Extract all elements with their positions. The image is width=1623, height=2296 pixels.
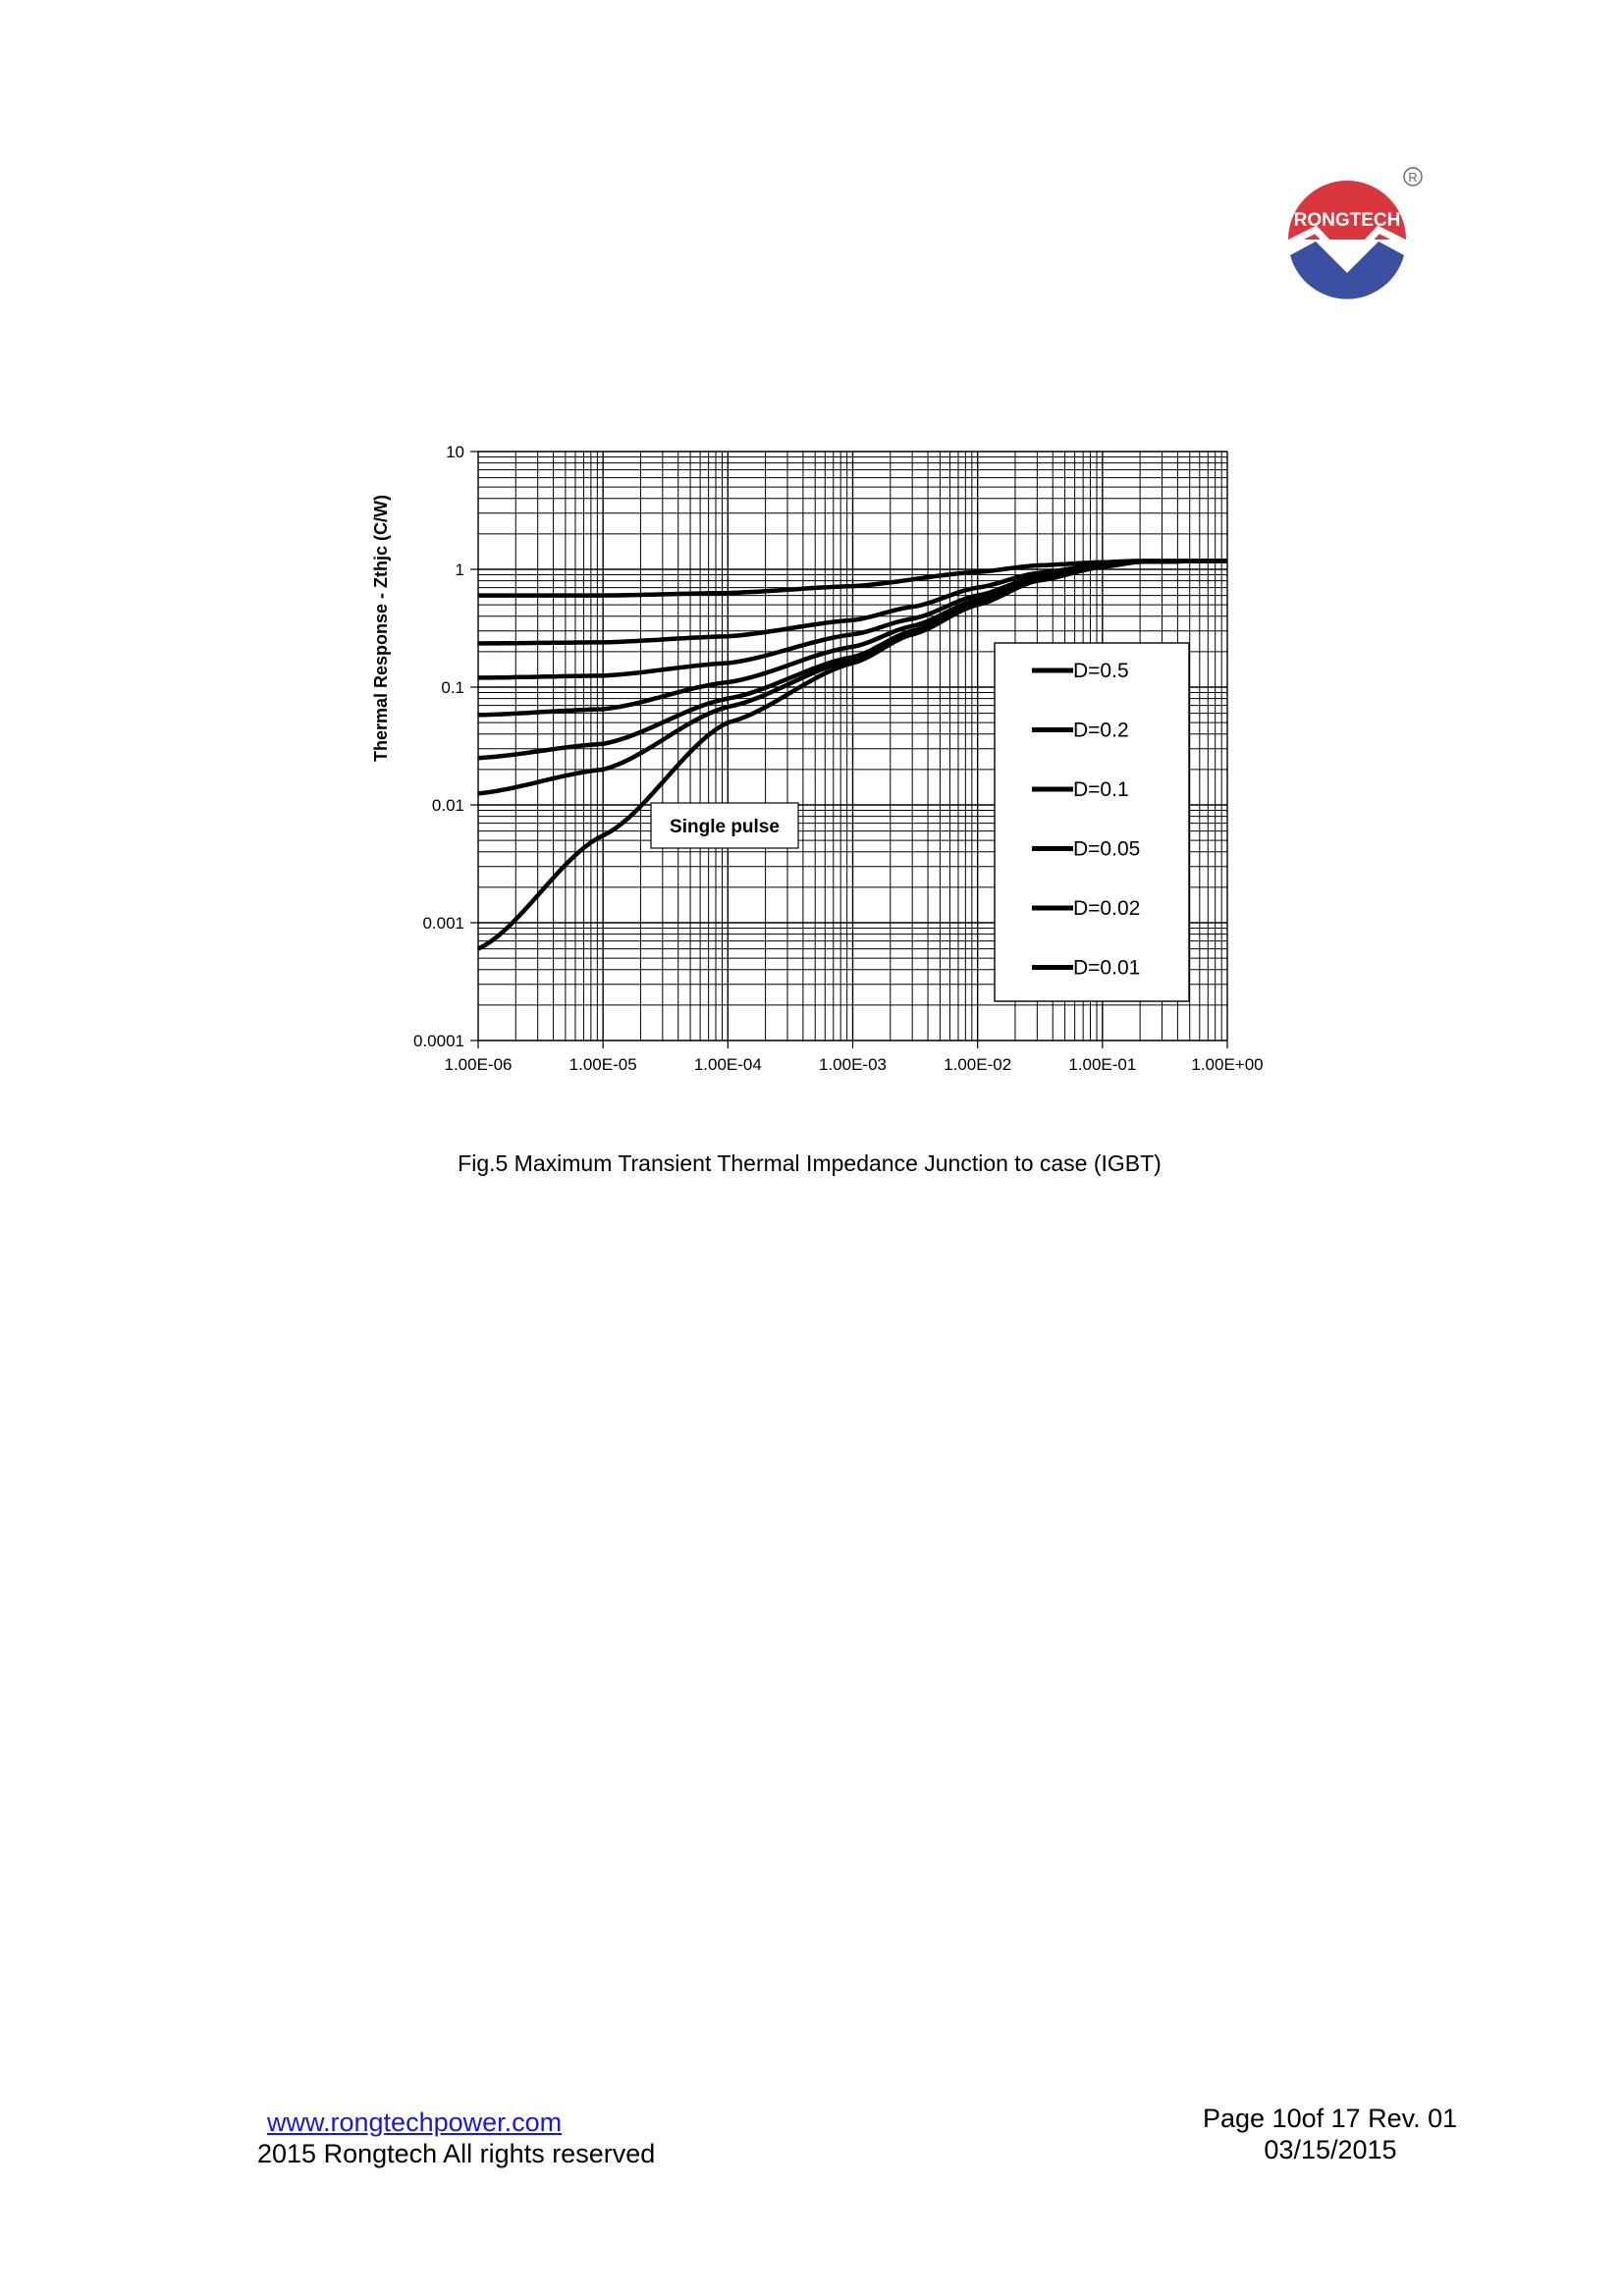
legend-label: D=0.5 bbox=[1073, 660, 1129, 682]
footer-right bbox=[1203, 2103, 1488, 2165]
figure-caption: Fig.5 Maximum Transient Thermal Impedance Junction to case (IGBT) bbox=[458, 1150, 1162, 1176]
y-tick-label: 0.0001 bbox=[413, 1032, 464, 1050]
legend-box bbox=[995, 643, 1189, 1001]
page-number: Page 10of 17 Rev. 01 bbox=[1203, 2104, 1458, 2133]
chart-legend bbox=[995, 643, 1189, 1001]
x-tick-label: 1.00E-01 bbox=[1068, 1055, 1137, 1074]
x-tick-label: 1.00E+00 bbox=[1191, 1055, 1264, 1074]
x-tick-label: 1.00E-04 bbox=[693, 1055, 762, 1074]
legend-label: D=0.05 bbox=[1073, 837, 1141, 861]
footer-left bbox=[257, 2107, 655, 2169]
x-tick-label: 1.00E-03 bbox=[819, 1055, 887, 1074]
copyright-text: 2015 Rongtech All rights reserved bbox=[257, 2139, 656, 2168]
revision-date: 03/15/2015 bbox=[1264, 2135, 1397, 2164]
x-tick-label: 1.00E-05 bbox=[568, 1055, 637, 1074]
legend-label: D=0.2 bbox=[1073, 719, 1129, 742]
thermal-impedance-chart bbox=[353, 422, 1296, 1090]
annotation-text: Single pulse bbox=[670, 817, 780, 837]
legend-label: D=0.02 bbox=[1073, 897, 1141, 920]
y-tick-label: 10 bbox=[446, 443, 464, 461]
y-axis-label: Thermal Response - Zthjc (C/W) bbox=[371, 494, 391, 763]
svg-text:R: R bbox=[1408, 170, 1418, 185]
y-tick-label: 0.1 bbox=[441, 678, 464, 697]
single-pulse-annotation bbox=[651, 803, 798, 848]
y-tick-label: 0.01 bbox=[431, 796, 464, 815]
website-link[interactable]: www.rongtechpower.com bbox=[267, 2108, 563, 2137]
rongtech-logo bbox=[1286, 165, 1424, 302]
legend-label: D=0.1 bbox=[1073, 778, 1129, 801]
x-tick-label: 1.00E-06 bbox=[444, 1055, 513, 1074]
legend-label: D=0.01 bbox=[1073, 956, 1141, 980]
y-tick-label: 0.001 bbox=[422, 914, 464, 933]
svg-text:RONGTECH: RONGTECH bbox=[1293, 210, 1401, 231]
x-tick-label: 1.00E-02 bbox=[944, 1055, 1012, 1074]
y-tick-label: 1 bbox=[455, 561, 464, 579]
